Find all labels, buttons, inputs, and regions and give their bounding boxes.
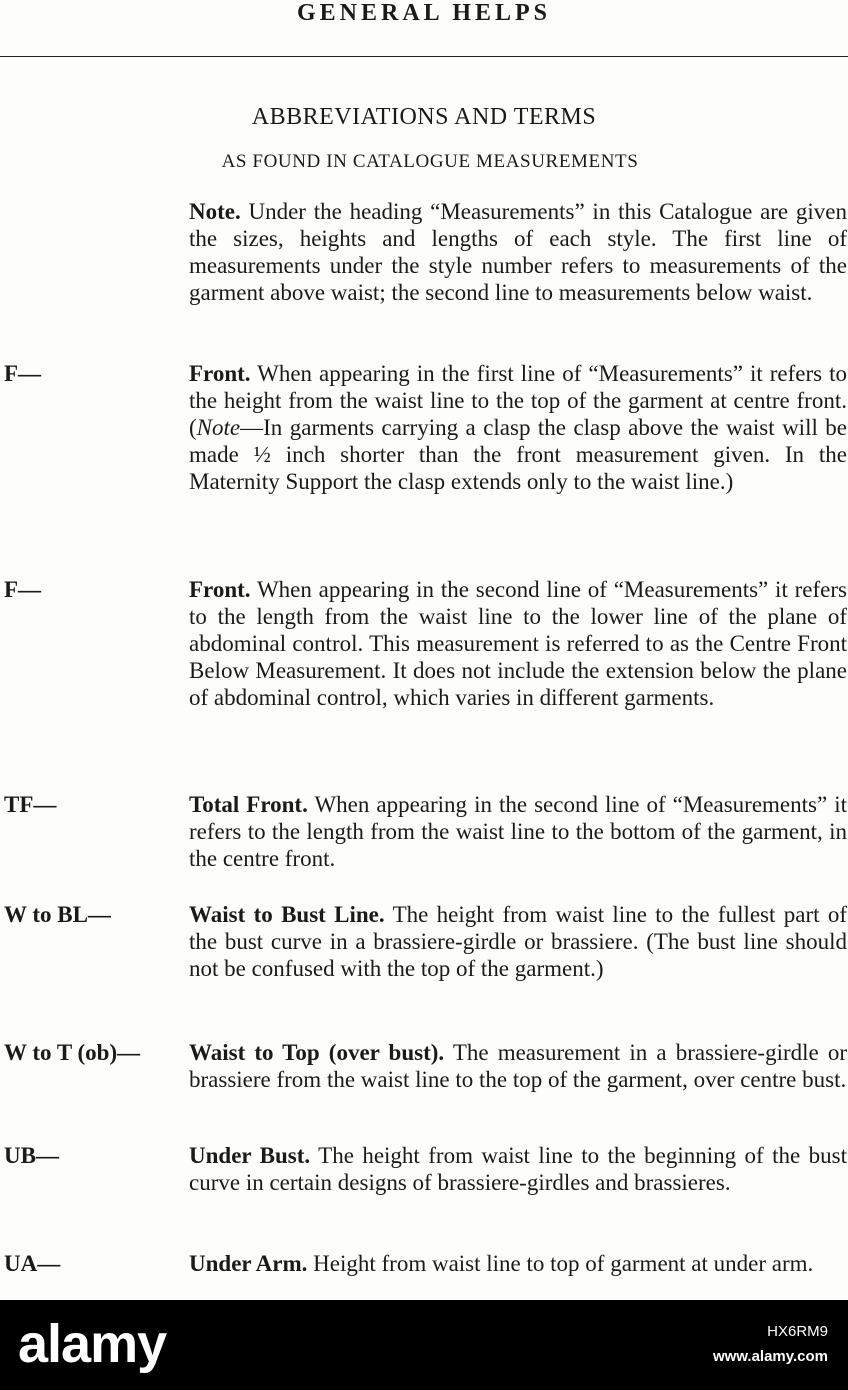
entry-abbreviation: UA— [4, 1251, 61, 1276]
entry-term: Front. [189, 361, 251, 386]
note-paragraph [189, 198, 847, 306]
running-head: GENERAL HELPS [296, 0, 552, 26]
entry-definition [189, 1250, 847, 1277]
note-label: Note. [189, 199, 241, 224]
header-rule [0, 56, 848, 57]
section-title: ABBREVIATIONS AND TERMS [251, 104, 597, 130]
entry-text: When appearing in the second line of “Measurements” it refers to the length from the waist line to the bottom of the garment, in the centre front. [189, 792, 847, 871]
entry-text: Height from waist line to top of garment at under arm. [307, 1251, 814, 1276]
watermark-logo: alamy [18, 1314, 167, 1374]
entry-italic-note: Note [196, 415, 241, 440]
entry-text: The measurement in a brassiere-girdle or brassiere from the waist line to the top of the garment, over centre bust. [189, 1040, 847, 1092]
entry-term: Under Bust. [189, 1143, 311, 1168]
entry-definition [189, 576, 847, 711]
entry-term: Under Arm. [189, 1251, 308, 1276]
entry-text: When appearing in the first line of “Measurements” it refers to the height from the waist line to the top of the garment at centre front. ( [189, 361, 847, 440]
watermark-image-id: HX6RM9 [767, 1323, 828, 1340]
entry-definition [189, 1039, 847, 1093]
entry-text: The height from waist line to the fullest part of the bust curve in a brassiere-girdle or brassiere. (The bust line should not be confused with the top of the garment.) [189, 902, 847, 981]
entry-term: Waist to Top (over bust). [189, 1040, 445, 1065]
note-text: Under the heading “Measurements” in this Catalogue are given the sizes, heights and lengths of each style. The first line of measurements under the style number refers to measurements of the garment above waist; the second line to measurements below waist. [189, 199, 847, 305]
entry-text: When appearing in the second line of “Measurements” it refers to the length from the waist line to the lower line of the plane of abdominal control. This measurement is referred to as the Centre Front Below Measurement. It does not include the extension below the plane of abdominal control, which varies in different garments. [189, 577, 847, 710]
entry-abbreviation: TF— [4, 792, 57, 817]
entry-definition [189, 360, 847, 495]
entry-term: Total Front. [189, 792, 308, 817]
entry-abbreviation: W to BL— [4, 902, 111, 927]
entry-term: Front. [189, 577, 251, 602]
watermark-url: www.alamy.com [712, 1348, 828, 1365]
entry-term: Waist to Bust Line. [189, 902, 385, 927]
entry-definition [189, 791, 847, 872]
entry-text-continued: —In garments carrying a clasp the clasp above the waist will be made ½ inch shorter than the front measurement given. In the Maternity Support the clasp extends only to the waist line.) [189, 415, 847, 494]
entry-abbreviation: W to T (ob)— [4, 1040, 141, 1065]
entry-text: The height from waist line to the beginning of the bust curve in certain designs of brassiere-girdles and brassieres. [189, 1143, 848, 1195]
entry-abbreviation: F— [4, 577, 42, 602]
entry-abbreviation: UB— [4, 1143, 59, 1168]
section-subtitle: AS FOUND IN CATALOGUE MEASUREMENTS [221, 151, 639, 172]
entry-abbreviation: F— [4, 361, 42, 386]
entry-definition [189, 901, 847, 982]
entry-definition [189, 1142, 847, 1196]
